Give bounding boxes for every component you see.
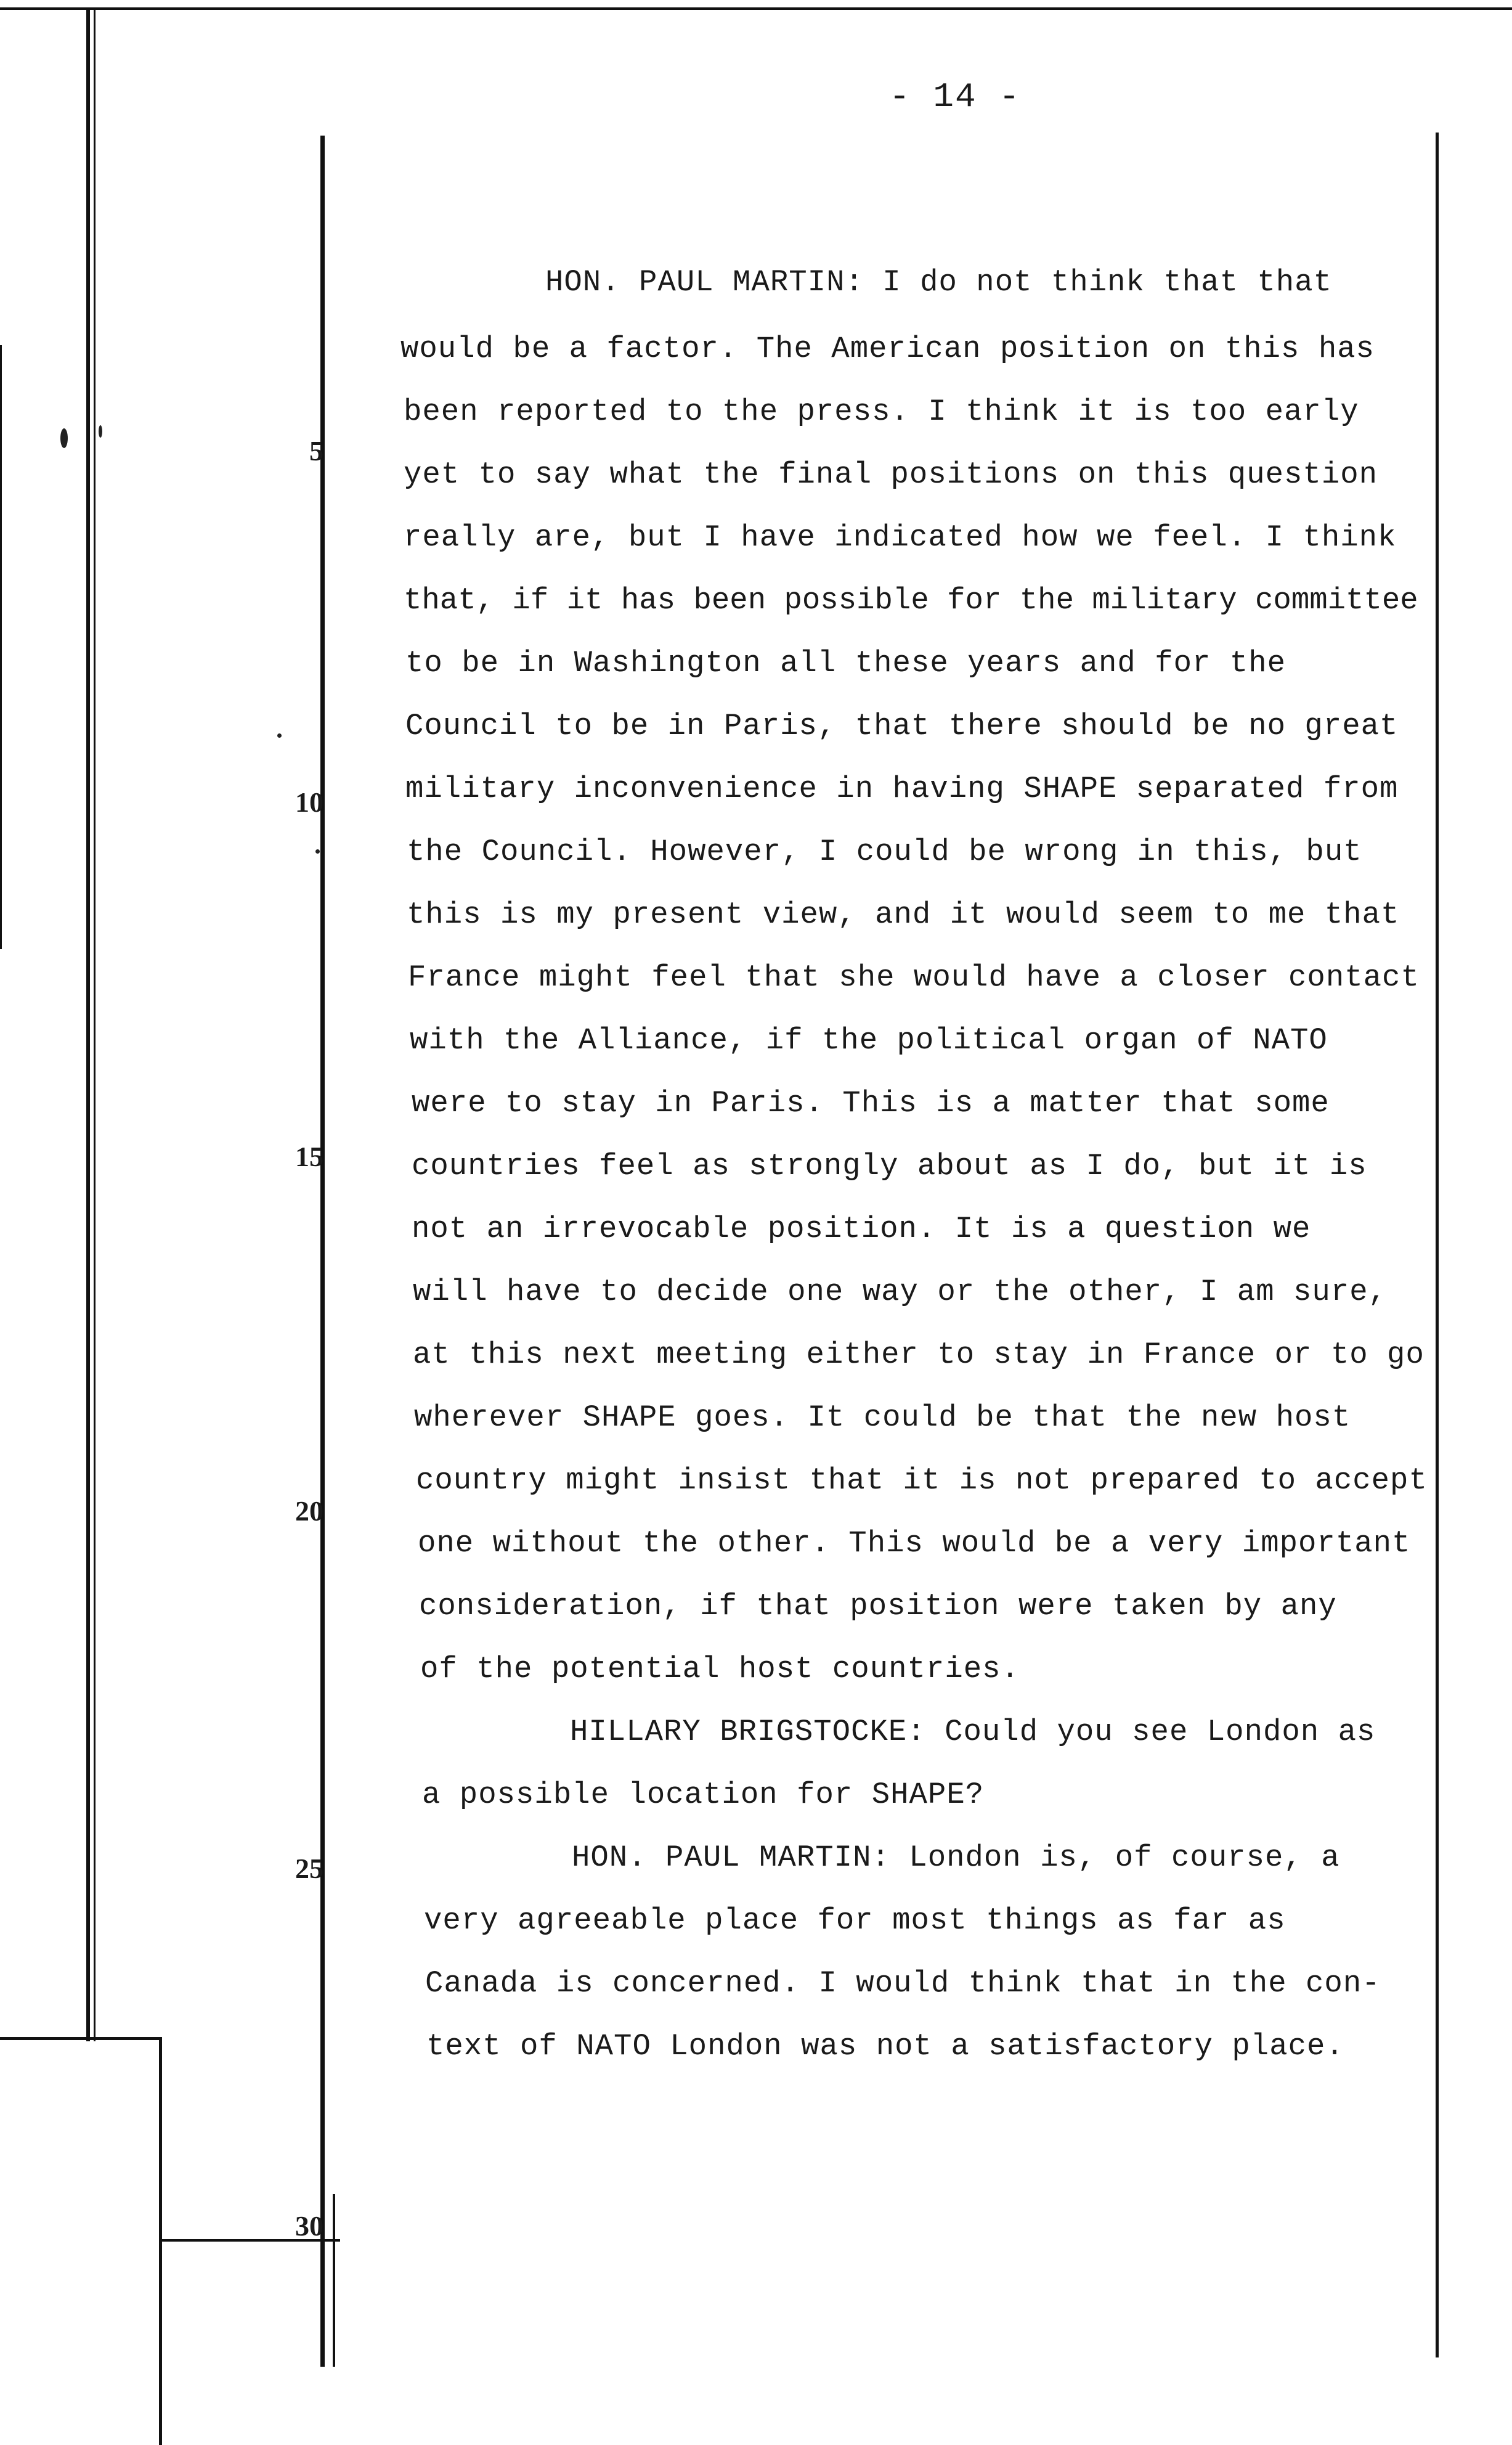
text-line: HILLARY BRIGSTOCKE: Could you see London as	[570, 1715, 1376, 1749]
text-line: that, if it has been possible for the military committee	[404, 583, 1418, 618]
line-number-25: 25	[295, 1853, 323, 1884]
text-line: really are, but I have indicated how we feel. I think	[404, 520, 1397, 555]
line-number-30: 30	[295, 2210, 323, 2242]
text-line: to be in Washington all these years and for the	[405, 646, 1286, 680]
margin-rule-tick	[333, 2194, 335, 2367]
text-line: of the potential host countries.	[420, 1652, 1020, 1686]
text-line: the Council. However, I could be wrong in this, but	[407, 835, 1362, 869]
text-line: will have to decide one way or the other, I am sure,	[413, 1275, 1388, 1309]
text-line: a possible location for SHAPE?	[422, 1778, 985, 1812]
scan-mark	[99, 425, 102, 438]
line-number-5: 5	[309, 435, 323, 467]
left-inner-rule	[94, 7, 96, 2041]
text-line: text of NATO London was not a satisfactory place.	[426, 2029, 1344, 2063]
text-line: HON. PAUL MARTIN: London is, of course, a	[572, 1840, 1340, 1875]
text-line: not an irrevocable position. It is a question we	[412, 1212, 1311, 1246]
left-edge-mark	[0, 345, 2, 949]
text-line: one without the other. This would be a very important	[418, 1526, 1411, 1561]
right-rule	[1436, 133, 1439, 2357]
text-line: military inconvenience in having SHAPE separated from	[405, 772, 1399, 806]
left-outer-rule	[86, 7, 90, 2041]
scan-mark	[277, 733, 282, 738]
text-line: were to stay in Paris. This is a matter that some	[412, 1086, 1330, 1120]
text-line: wherever SHAPE goes. It could be that the new host	[414, 1400, 1351, 1435]
lower-step-rule	[0, 2037, 161, 2040]
text-line: yet to say what the final positions on this question	[404, 457, 1378, 492]
margin-rule	[320, 136, 325, 2367]
text-line: this is my present view, and it would seem to me that	[407, 897, 1400, 932]
scan-mark	[315, 849, 320, 854]
text-line: very agreeable place for most things as far as	[424, 1903, 1286, 1938]
line-number-20: 20	[295, 1495, 323, 1527]
text-line: at this next meeting either to stay in France or to go	[413, 1337, 1425, 1372]
text-line: HON. PAUL MARTIN: I do not think that that	[545, 265, 1333, 300]
text-line: Canada is concerned. I would think that in the con-	[425, 1966, 1381, 2001]
scan-mark	[60, 428, 68, 448]
page-number: - 14 -	[889, 77, 1021, 116]
line-number-10: 10	[295, 786, 323, 818]
text-line: country might insist that it is not prepared to accept	[416, 1463, 1428, 1498]
text-line: been reported to the press. I think it is too early	[404, 394, 1359, 429]
line-number-15: 15	[295, 1141, 323, 1172]
text-line: would be a factor. The American position on this has	[400, 332, 1375, 366]
text-line: France might feel that she would have a closer contact	[408, 960, 1420, 995]
top-edge-rule	[0, 7, 1512, 10]
text-line: consideration, if that position were taken by any	[419, 1589, 1337, 1623]
text-line: countries feel as strongly about as I do, but it is	[412, 1149, 1367, 1183]
text-line: Council to be in Paris, that there should be no great	[405, 709, 1399, 743]
text-line: with the Alliance, if the political organ of NATO	[410, 1023, 1328, 1058]
